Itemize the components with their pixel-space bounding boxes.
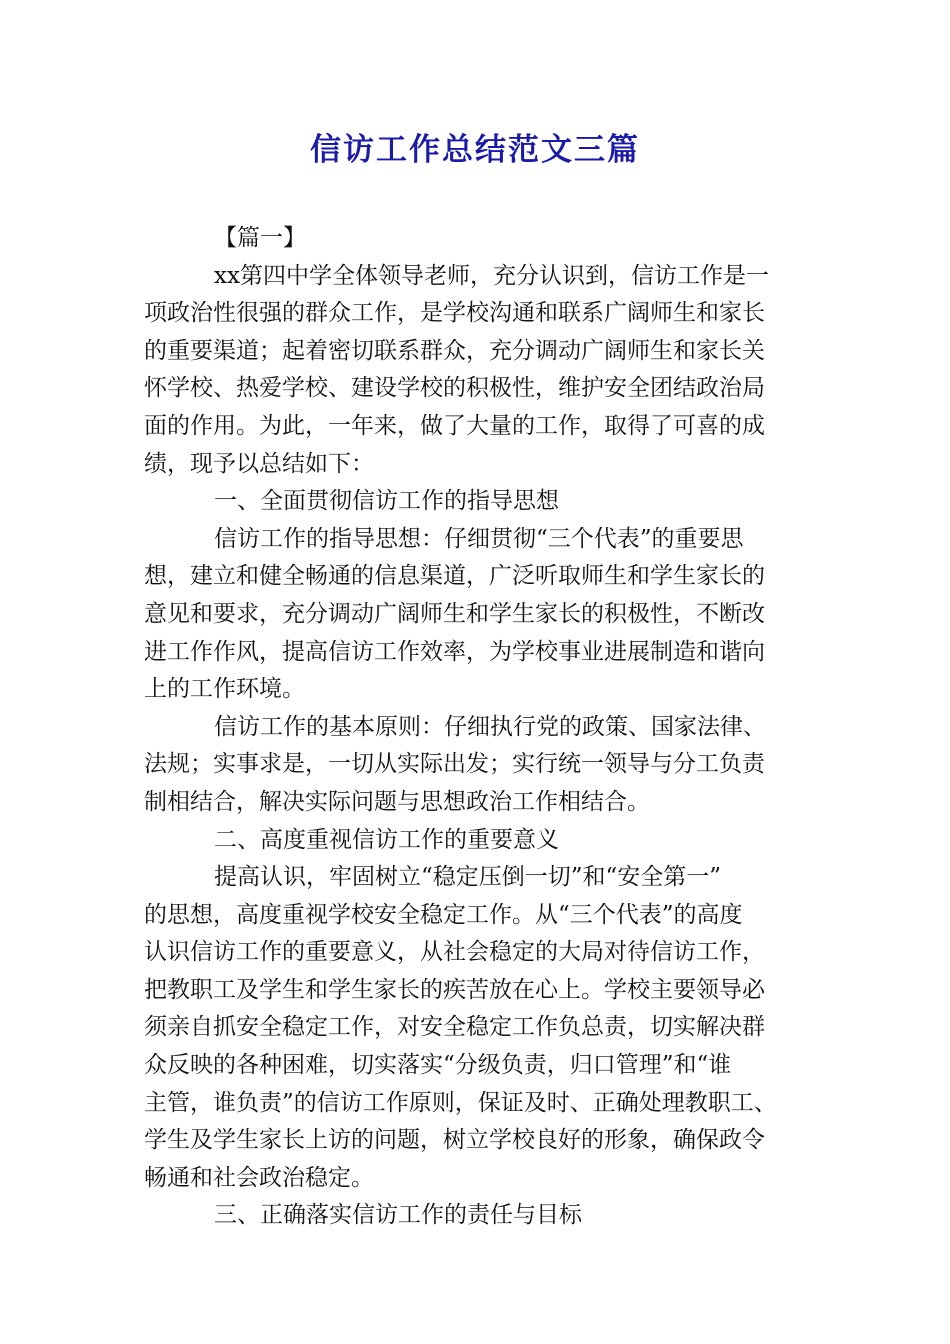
text-line: 须亲自抓安全稳定工作，对安全稳定工作负总责，切实解决群 bbox=[144, 1014, 765, 1041]
text-line: 把教职工及学生和学生家长的疾苦放在心上。学校主要领导必 bbox=[144, 976, 765, 1003]
text-line: 意见和要求，充分调动广阔师生和学生家长的积极性，不断改 bbox=[144, 600, 765, 627]
text-line: 法规；实事求是，一切从实际出发；实行统一领导与分工负责 bbox=[144, 751, 765, 778]
text-line: 上的工作环境。 bbox=[144, 676, 305, 703]
text-line: 一、全面贯彻信访工作的指导思想 bbox=[214, 488, 559, 515]
text-line: 绩，现予以总结如下： bbox=[144, 450, 374, 477]
text-line: 制相结合，解决实际问题与思想政治工作相结合。 bbox=[144, 788, 650, 815]
text-line: 畅通和社会政治稳定。 bbox=[144, 1164, 374, 1191]
document-title: 信访工作总结范文三篇 bbox=[310, 132, 640, 168]
text-line: 的重要渠道；起着密切联系群众，充分调动广阔师生和家长关 bbox=[144, 337, 765, 364]
text-line: 主管，谁负责”的信访工作原则，保证及时、正确处理教职工、 bbox=[144, 1089, 777, 1116]
text-line: 怀学校、热爱学校、建设学校的积极性，维护安全团结政治局 bbox=[144, 375, 765, 402]
text-line: 项政治性很强的群众工作，是学校沟通和联系广阔师生和家长 bbox=[144, 300, 765, 327]
text-line: 的思想，高度重视学校安全稳定工作。从“三个代表”的高度 bbox=[144, 901, 743, 928]
text-line: 认识信访工作的重要意义，从社会稳定的大局对待信访工作， bbox=[144, 939, 765, 966]
text-line: 信访工作的基本原则：仔细执行党的政策、国家法律、 bbox=[214, 713, 766, 740]
text-line: 面的作用。为此，一年来，做了大量的工作，取得了可喜的成 bbox=[144, 412, 765, 439]
text-line: 想，建立和健全畅通的信息渠道，广泛听取师生和学生家长的 bbox=[144, 563, 765, 590]
text-line: xx第四中学全体领导老师，充分认识到，信访工作是一 bbox=[214, 262, 769, 289]
text-line: 二、高度重视信访工作的重要意义 bbox=[214, 826, 559, 853]
text-line: 信访工作的指导思想：仔细贯彻“三个代表”的重要思 bbox=[214, 525, 744, 552]
text-line: 提高认识，牢固树立“稳定压倒一切”和“安全第一” bbox=[214, 864, 722, 891]
text-line: 进工作作风，提高信访工作效率，为学校事业进展制造和谐向 bbox=[144, 638, 765, 665]
text-line: 三、正确落实信访工作的责任与目标 bbox=[214, 1202, 582, 1229]
text-line: 学生及学生家长上访的问题，树立学校良好的形象，确保政令 bbox=[144, 1127, 765, 1154]
text-line: 众反映的各种困难，切实落实“分级负责，归口管理”和“谁 bbox=[144, 1052, 732, 1079]
document-body bbox=[144, 220, 812, 1235]
text-line: 【篇一】 bbox=[214, 225, 306, 251]
